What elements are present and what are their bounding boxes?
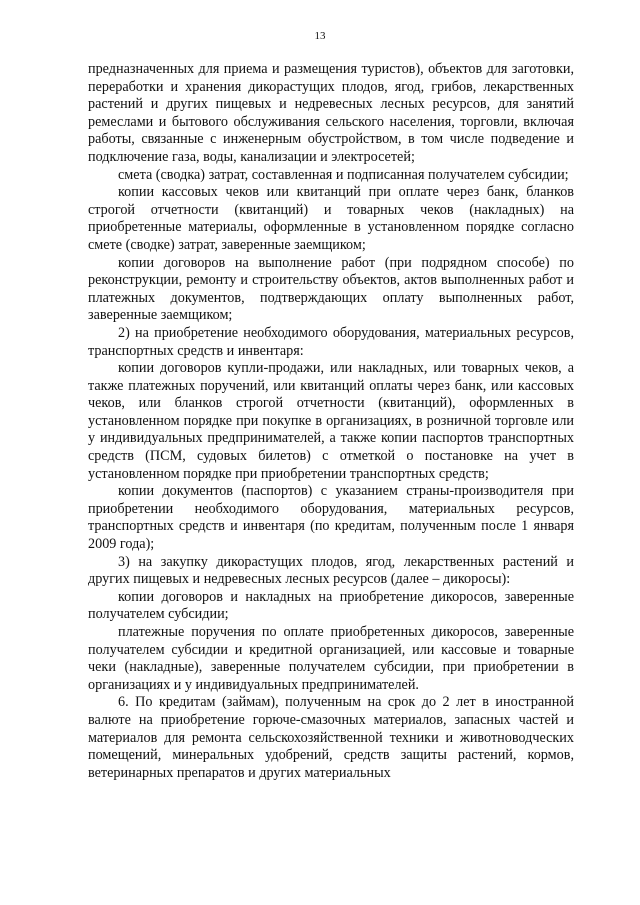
paragraph-contract-copies: копии договоров на выполнение работ (при подрядном способе) по реконструкции, ремонту и строительству объектов, актов выполненных работ и платежных документов, подтверждающих оплату выполненных работ, заверенные заемщиком; <box>88 254 574 324</box>
paragraph-item-2: 2) на приобретение необходимого оборудования, материальных ресурсов, транспортных средств и инвентаря: <box>88 324 574 359</box>
paragraph-item-6: 6. По кредитам (займам), полученным на срок до 2 лет в иностранной валюте на приобретение горюче-смазочных материалов, запасных частей и материалов для ремонта сельскохозяйственной техники и животноводческих помещений, минеральных удобрений, средств защиты растений, кормов, ветеринарных препаратов и других материальных <box>88 694 574 781</box>
page-number: 13 <box>314 30 326 42</box>
paragraph-item-3: 3) на закупку дикорастущих плодов, ягод, лекарственных растений и других пищевых и недревесных лесных ресурсов (далее – дикоросы): <box>88 553 574 588</box>
paragraph-passport-copies: копии документов (паспортов) с указанием страны-производителя при приобретении необходимого оборудования, материальных ресурсов, транспортных средств и инвентаря (по кредитам, полученным после 1 января 2009 года); <box>88 483 574 553</box>
paragraph-purchase-documents: копии договоров купли-продажи, или накладных, или товарных чеков, а также платежных поручений, или квитанций оплаты через банк, или кассовых чеков, или бланков строгой отчетности (квитанций), оформленных в установленном порядке при покупке в организациях, в розничной торговле или у индивидуальных предпринимателей, а также копии паспортов транспортных средств (ПСМ, судовых билетов) с отметкой о постановке на учет в установленном порядке при приобретении транспортных средств; <box>88 360 574 482</box>
paragraph-payment-orders: платежные поручения по оплате приобретенных дикоросов, заверенные получателем субсидии и кредитной организацией, или кассовые и товарные чеки (накладные), заверенные получателем субсидии, при приобретении в организациях и у индивидуальных предпринимателей. <box>88 624 574 693</box>
paragraph-continuation: предназначенных для приема и размещения туристов), объектов для заготовки, переработки и хранения дикорастущих плодов, ягод, грибов, лекарственных растений и других пищевых и недревесных лесных ресурсов, для занятий ремеслами и бытового обслуживания сельского населения, торговли, включая работы, связанные с инженерным обустройством, в том числе подведение и подключение газа, воды, канализации и электросетей; <box>88 61 574 165</box>
paragraph-receipt-copies: копии кассовых чеков или квитанций при оплате через банк, бланков строгой отчетности (квитанций) и товарных чеков (накладных) на приобретенные материалы, оформленные в установленном порядке согласно смете (сводке) затрат, заверенные заемщиком; <box>88 184 574 253</box>
paragraph-cost-estimate: смета (сводка) затрат, составленная и подписанная получателем субсидии; <box>118 166 569 183</box>
paragraph-wild-products-contracts: копии договоров и накладных на приобретение дикоросов, заверенные получателем субсидии; <box>88 588 574 623</box>
document-body <box>88 61 574 782</box>
